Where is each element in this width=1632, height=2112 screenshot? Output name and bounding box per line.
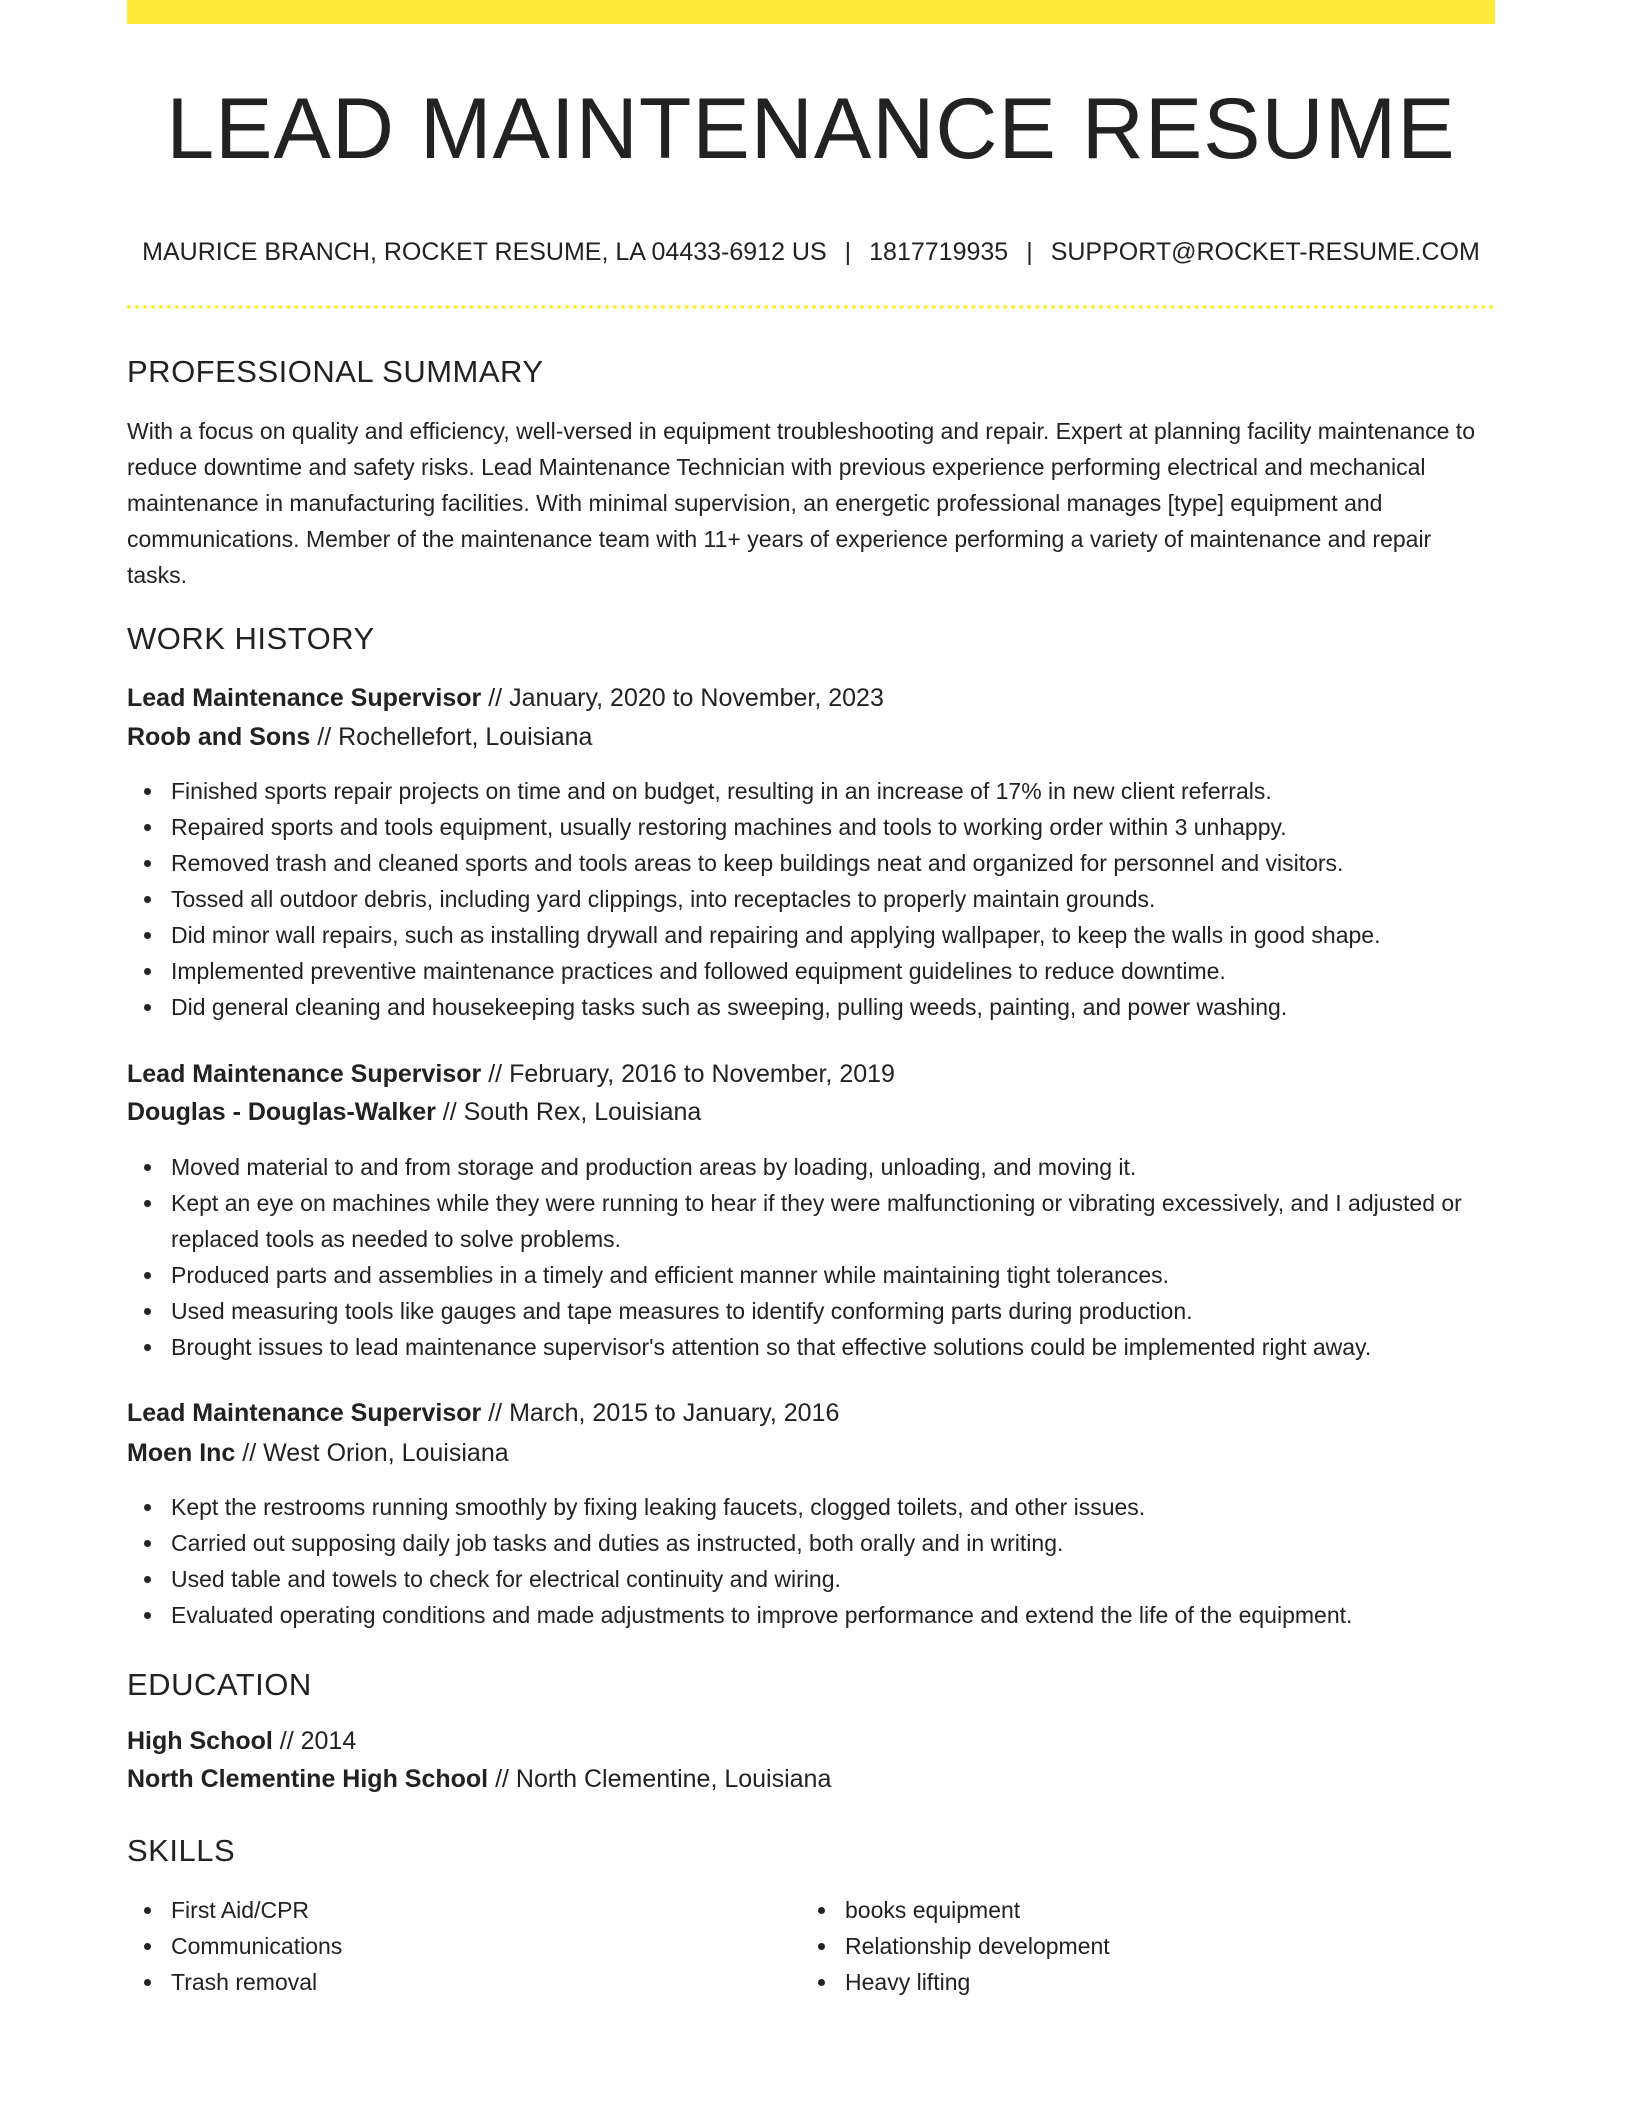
education-school: North Clementine High School — [127, 1765, 489, 1793]
job-company-line — [127, 1098, 701, 1127]
education-location: // North Clementine, Louisiana — [488, 1765, 832, 1793]
contact-phone: 1817719935 — [869, 238, 1009, 266]
list-item: Finished sports repair projects on time and on budget, resulting in an increase of 17% in new client referrals. — [171, 773, 1539, 809]
accent-bar — [127, 0, 1495, 24]
contact-separator: | — [1026, 238, 1033, 266]
job-company: Moen Inc — [127, 1439, 236, 1467]
job-title: Lead Maintenance Supervisor — [127, 1060, 482, 1088]
work-history-heading: WORK HISTORY — [127, 621, 375, 656]
job-location: // Rochellefort, Louisiana — [310, 723, 593, 751]
job-location: // South Rex, Louisiana — [435, 1098, 702, 1126]
contact-email: SUPPORT@ROCKET-RESUME.COM — [1050, 238, 1480, 266]
list-item: Moved material to and from storage and production areas by loading, unloading, and moving it. — [171, 1149, 1539, 1185]
education-school-line — [127, 1765, 831, 1794]
skill-item: Relationship development — [845, 1928, 1445, 1964]
job-bullets — [127, 1149, 1539, 1365]
skill-item: Communications — [171, 1928, 771, 1964]
education-degree-line — [127, 1727, 356, 1756]
list-item: Brought issues to lead maintenance supervisor's attention so that effective solutions could be implemented right away. — [171, 1329, 1539, 1365]
resume-title: LEAD MAINTENANCE RESUME — [166, 81, 1456, 177]
dotted-divider — [127, 305, 1495, 309]
skill-item: First Aid/CPR — [171, 1892, 771, 1928]
list-item: Tossed all outdoor debris, including yard clippings, into receptacles to properly maintain grounds. — [171, 881, 1539, 917]
skill-item: Heavy lifting — [845, 1964, 1445, 2000]
list-item: Did general cleaning and housekeeping tasks such as sweeping, pulling weeds, painting, and power washing. — [171, 989, 1539, 1025]
skill-item: books equipment — [845, 1892, 1445, 1928]
contact-line — [127, 238, 1495, 267]
list-item: Used table and towels to check for electrical continuity and wiring. — [171, 1561, 1539, 1597]
list-item: Kept an eye on machines while they were running to hear if they were malfunctioning or vibrating excessively, and I adjusted or replaced tools as needed to solve problems. — [171, 1185, 1539, 1257]
job-bullets — [127, 1489, 1539, 1633]
skills-list-right — [801, 1892, 1445, 2000]
contact-separator: | — [844, 238, 852, 266]
skills-heading: SKILLS — [127, 1833, 236, 1868]
list-item: Used measuring tools like gauges and tape measures to identify conforming parts during production. — [171, 1293, 1539, 1329]
job-title-line — [127, 1399, 839, 1428]
education-heading: EDUCATION — [127, 1667, 312, 1702]
job-dates: // March, 2015 to January, 2016 — [481, 1399, 840, 1427]
list-item: Produced parts and assemblies in a timely and efficient manner while maintaining tight tolerances. — [171, 1257, 1539, 1293]
education-degree: High School — [127, 1727, 273, 1755]
job-title: Lead Maintenance Supervisor — [127, 1399, 482, 1427]
list-item: Repaired sports and tools equipment, usually restoring machines and tools to working order within 3 unhappy. — [171, 809, 1539, 845]
job-company: Douglas - Douglas-Walker — [127, 1098, 436, 1126]
list-item: Kept the restrooms running smoothly by fixing leaking faucets, clogged toilets, and other issues. — [171, 1489, 1539, 1525]
skills-list-left — [127, 1892, 771, 2000]
job-company-line — [127, 723, 592, 752]
job-bullets — [127, 773, 1539, 1025]
job-title-line — [127, 684, 884, 713]
job-title: Lead Maintenance Supervisor — [127, 684, 482, 712]
job-location: // West Orion, Louisiana — [235, 1439, 509, 1467]
job-company-line — [127, 1439, 509, 1468]
job-title-line — [127, 1060, 895, 1089]
job-dates: // February, 2016 to November, 2019 — [481, 1060, 895, 1088]
skill-item: Trash removal — [171, 1964, 771, 2000]
job-company: Roob and Sons — [127, 723, 311, 751]
list-item: Removed trash and cleaned sports and tools areas to keep buildings neat and organized for personnel and visitors. — [171, 845, 1539, 881]
education-year: // 2014 — [272, 1727, 357, 1755]
list-item: Evaluated operating conditions and made adjustments to improve performance and extend the life of the equipment. — [171, 1597, 1539, 1633]
list-item: Carried out supposing daily job tasks and duties as instructed, both orally and in writing. — [171, 1525, 1539, 1561]
list-item: Implemented preventive maintenance practices and followed equipment guidelines to reduce downtime. — [171, 953, 1539, 989]
contact-address: MAURICE BRANCH, ROCKET RESUME, LA 04433-6912 US — [142, 238, 827, 266]
summary-heading: PROFESSIONAL SUMMARY — [127, 354, 544, 389]
job-dates: // January, 2020 to November, 2023 — [481, 684, 884, 712]
list-item: Did minor wall repairs, such as installing drywall and repairing and applying wallpaper, to keep the walls in good shape. — [171, 917, 1539, 953]
summary-text: With a focus on quality and efficiency, well-versed in equipment troubleshooting and repair. Expert at planning facility maintenance to reduce downtime and safety risks. Lead Maintenance Technician with previous experience performing electrical and mechanical maintenance in manufacturing facilities. With minimal supervision, an energetic professional manages [type] equipment and communications. Member of the maintenance team with 11+ years of experience performing a variety of maintenance and repair tasks. — [127, 418, 1475, 588]
